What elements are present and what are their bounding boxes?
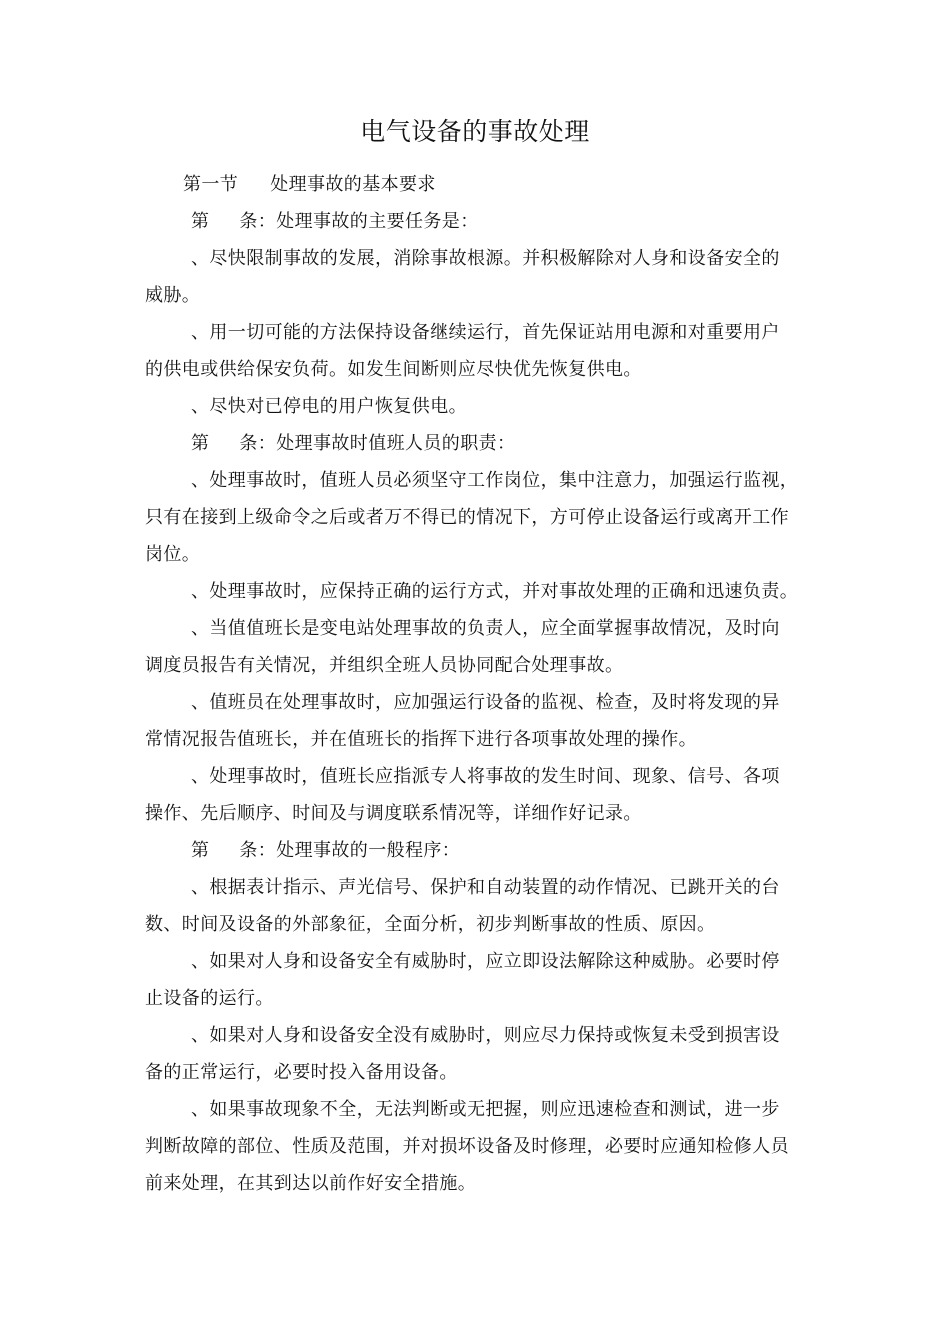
paragraph-line: 、用一切可能的方法保持设备继续运行，首先保证站用电源和对重要用户 (191, 322, 780, 343)
article-prefix: 第 (191, 433, 210, 454)
section-heading (145, 166, 807, 203)
section-title: 处理事故的基本要求 (270, 174, 436, 195)
document-title: 电气设备的事故处理 (360, 117, 590, 146)
paragraph-line: 、尽快限制事故的发展，消除事故根源。并积极解除对人身和设备安全的 (191, 248, 780, 269)
paragraph-line: 、如果对人身和设备安全有威胁时，应立即设法解除这种威胁。必要时停 (191, 951, 780, 972)
paragraph-line: 判断故障的部位、性质及范围，并对损坏设备及时修理，必要时应通知检修人员 (145, 1136, 789, 1157)
paragraph-line: 止设备的运行。 (145, 988, 274, 1009)
section-number: 第一节 (183, 174, 239, 195)
paragraph-line: 常情况报告值班长，并在值班长的指挥下进行各项事故处理的操作。 (145, 729, 697, 750)
paragraph-line: 、如果事故现象不全，无法判断或无把握，则应迅速检查和测试，进一步 (191, 1099, 780, 1120)
paragraph-line: 备的正常运行，必要时投入备用设备。 (145, 1062, 458, 1083)
paragraph-line: 威胁。 (145, 285, 201, 306)
document-body (145, 166, 807, 1202)
article-title: 条：处理事故的主要任务是： (239, 211, 479, 232)
paragraph-line: 数、时间及设备的外部象征，全面分析，初步判断事故的性质、原因。 (145, 914, 716, 935)
paragraph-line: 、处理事故时，值班人员必须坚守工作岗位，集中注意力，加强运行监视， (191, 470, 799, 491)
article-title: 条：处理事故时值班人员的职责： (239, 433, 516, 454)
paragraph-line: 、处理事故时，应保持正确的运行方式，并对事故处理的正确和迅速负责。 (191, 581, 799, 602)
paragraph-line: 、当值值班长是变电站处理事故的负责人，应全面掌握事故情况，及时向 (191, 618, 780, 639)
paragraph-line: 、值班员在处理事故时，应加强运行设备的监视、检查，及时将发现的异 (191, 692, 780, 713)
paragraph-line: 前来处理，在其到达以前作好安全措施。 (145, 1173, 477, 1194)
paragraph-line: 、如果对人身和设备安全没有威胁时，则应尽力保持或恢复未受到损害设 (191, 1025, 780, 1046)
paragraph-line: 调度员报告有关情况，并组织全班人员协同配合处理事故。 (145, 655, 624, 676)
paragraph-line: 、处理事故时，值班长应指派专人将事故的发生时间、现象、信号、各项 (191, 766, 780, 787)
paragraph-line: 、尽快对已停电的用户恢复供电。 (191, 396, 467, 417)
article-heading (145, 203, 807, 240)
article-prefix: 第 (191, 840, 210, 861)
article-heading (145, 425, 807, 462)
paragraph-line: 、根据表计指示、声光信号、保护和自动装置的动作情况、已跳开关的台 (191, 877, 780, 898)
paragraph-line: 的供电或供给保安负荷。如发生间断则应尽快优先恢复供电。 (145, 359, 642, 380)
article-heading (145, 832, 807, 869)
article-prefix: 第 (191, 211, 210, 232)
paragraph-line: 只有在接到上级命令之后或者万不得已的情况下，方可停止设备运行或离开工作 (145, 507, 789, 528)
paragraph-line: 岗位。 (145, 544, 201, 565)
paragraph-line: 操作、先后顺序、时间及与调度联系情况等，详细作好记录。 (145, 803, 642, 824)
article-title: 条：处理事故的一般程序： (239, 840, 461, 861)
